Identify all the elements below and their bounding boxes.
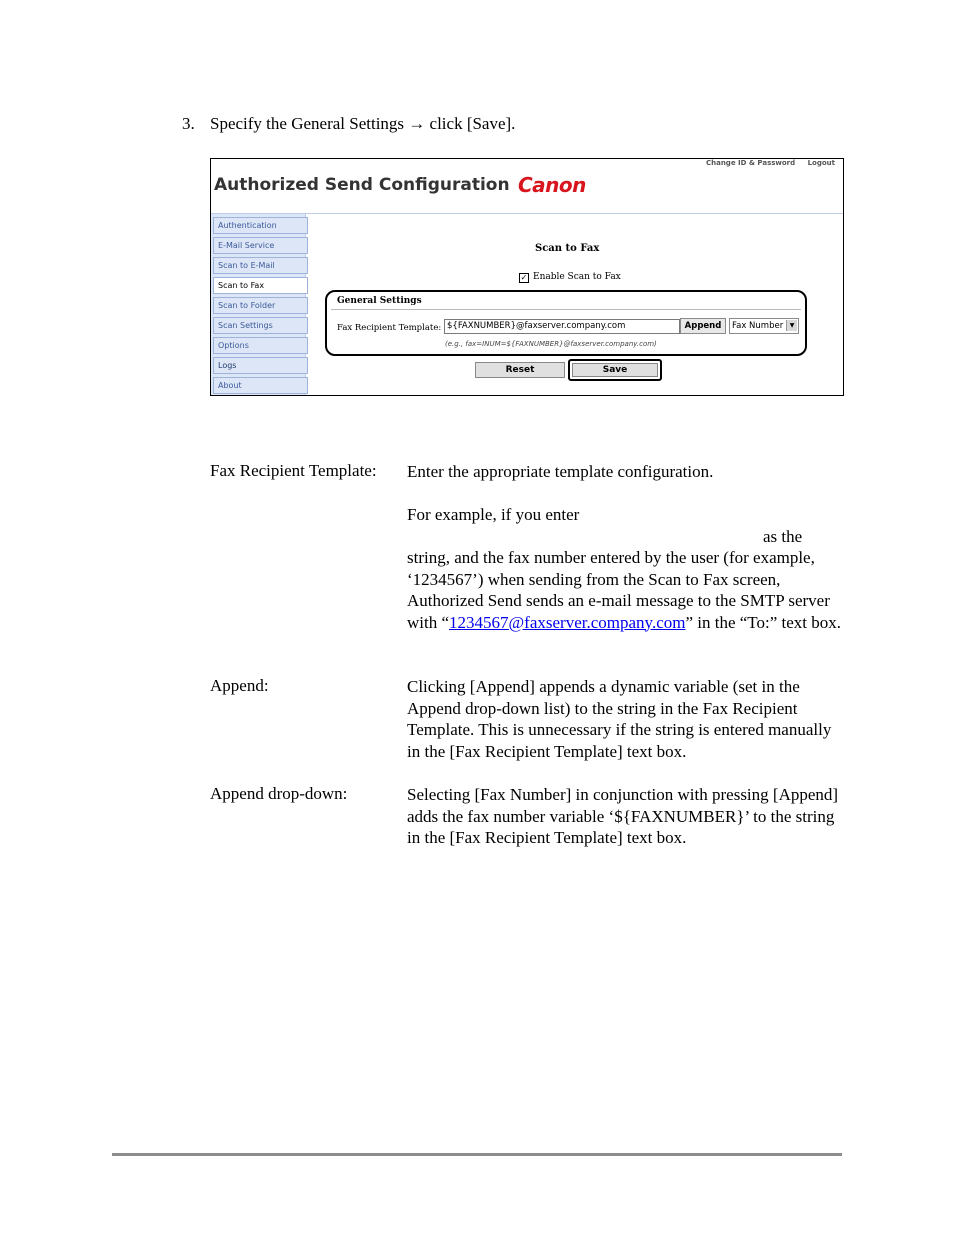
general-settings-title: General Settings xyxy=(337,296,422,306)
sidebar-item-scan-settings[interactable]: Scan Settings xyxy=(213,317,308,334)
enable-checkbox-label: Enable Scan to Fax xyxy=(533,272,621,282)
template-hint: (e.g., fax=INUM=${FAXNUMBER}@faxserver.company.com) xyxy=(445,340,657,348)
sidebar-item-options[interactable]: Options xyxy=(213,337,308,354)
fax-recipient-label: Fax Recipient Template: xyxy=(337,323,442,333)
desc-append-dropdown: Selecting [Fax Number] in conjunction with pressing [Append] adds the fax number variable ‘${FAXNUMBER}’ to the string in the [Fax Recipient Template] text box. xyxy=(407,785,839,847)
reset-button[interactable]: Reset xyxy=(475,362,565,378)
step-action: click [Save]. xyxy=(429,114,516,133)
term-fax-recipient-template: Fax Recipient Template: xyxy=(210,461,377,480)
step-number: 3. xyxy=(182,114,195,133)
desc-paragraph: Enter the appropriate template configuration. xyxy=(407,462,714,481)
arrow-right-icon: → xyxy=(408,114,426,133)
enable-scan-to-fax[interactable] xyxy=(519,272,621,283)
term-append-dropdown: Append drop-down: xyxy=(210,784,348,803)
enable-checkbox[interactable]: ✓ xyxy=(520,273,528,282)
config-screenshot xyxy=(210,158,844,396)
sidebar-item-email-service[interactable]: E-Mail Service xyxy=(213,237,308,254)
save-button[interactable]: Save xyxy=(572,363,658,377)
logout-link[interactable]: Logout xyxy=(807,159,835,167)
section-title: Scan to Fax xyxy=(535,243,600,254)
general-settings-panel xyxy=(325,290,807,356)
desc-paragraph-example xyxy=(407,504,847,633)
sidebar-item-scan-to-email[interactable]: Scan to E-Mail xyxy=(213,257,308,274)
desc-text: For example, if you enter xyxy=(407,505,580,524)
fax-recipient-template-input[interactable]: ${FAXNUMBER}@faxserver.company.com xyxy=(444,319,680,334)
example-email-link[interactable]: 1234567@faxserver.company.com xyxy=(449,612,686,632)
desc-fax-recipient-template xyxy=(407,461,847,655)
desc-append: Clicking [Append] appends a dynamic variable (set in the Append drop-down list) to the string in the Fax Recipient Template. This is unnecessary if the string is entered manually in the [Fax Recipient Template] text box. xyxy=(407,677,832,761)
sidebar-item-logs[interactable]: Logs xyxy=(213,357,308,374)
sidebar-item-about[interactable]: About xyxy=(213,377,308,394)
sidebar xyxy=(211,214,306,395)
footer-rule xyxy=(112,1153,842,1156)
sidebar-item-authentication[interactable]: Authentication xyxy=(213,217,308,234)
app-title: Authorized Send Configuration xyxy=(214,175,510,195)
sidebar-item-scan-to-fax[interactable]: Scan to Fax xyxy=(213,277,308,294)
term-append: Append: xyxy=(210,676,269,695)
canon-logo: Canon xyxy=(518,173,586,197)
general-settings-divider xyxy=(331,309,801,310)
save-highlight xyxy=(568,359,662,381)
change-id-link[interactable]: Change ID & Password xyxy=(705,159,796,167)
append-button[interactable]: Append xyxy=(680,318,726,334)
append-variable-select[interactable] xyxy=(729,318,799,334)
top-links xyxy=(696,159,835,167)
desc-text: as the xyxy=(763,526,803,546)
append-variable-value: Fax Number xyxy=(732,321,784,331)
desc-text: string, and the fax number entered by the user (for example, ‘1234567’) when sending from the Scan to Fax screen, Authorized Send sends an e-mail message to the SMTP server with “ xyxy=(407,548,830,632)
step-text: Specify the General Settings xyxy=(210,114,405,133)
chevron-down-icon[interactable]: ▼ xyxy=(786,320,797,331)
step-instruction xyxy=(182,114,515,134)
desc-text: ” in the “To:” text box. xyxy=(685,612,842,632)
sidebar-item-scan-to-folder[interactable]: Scan to Folder xyxy=(213,297,308,314)
